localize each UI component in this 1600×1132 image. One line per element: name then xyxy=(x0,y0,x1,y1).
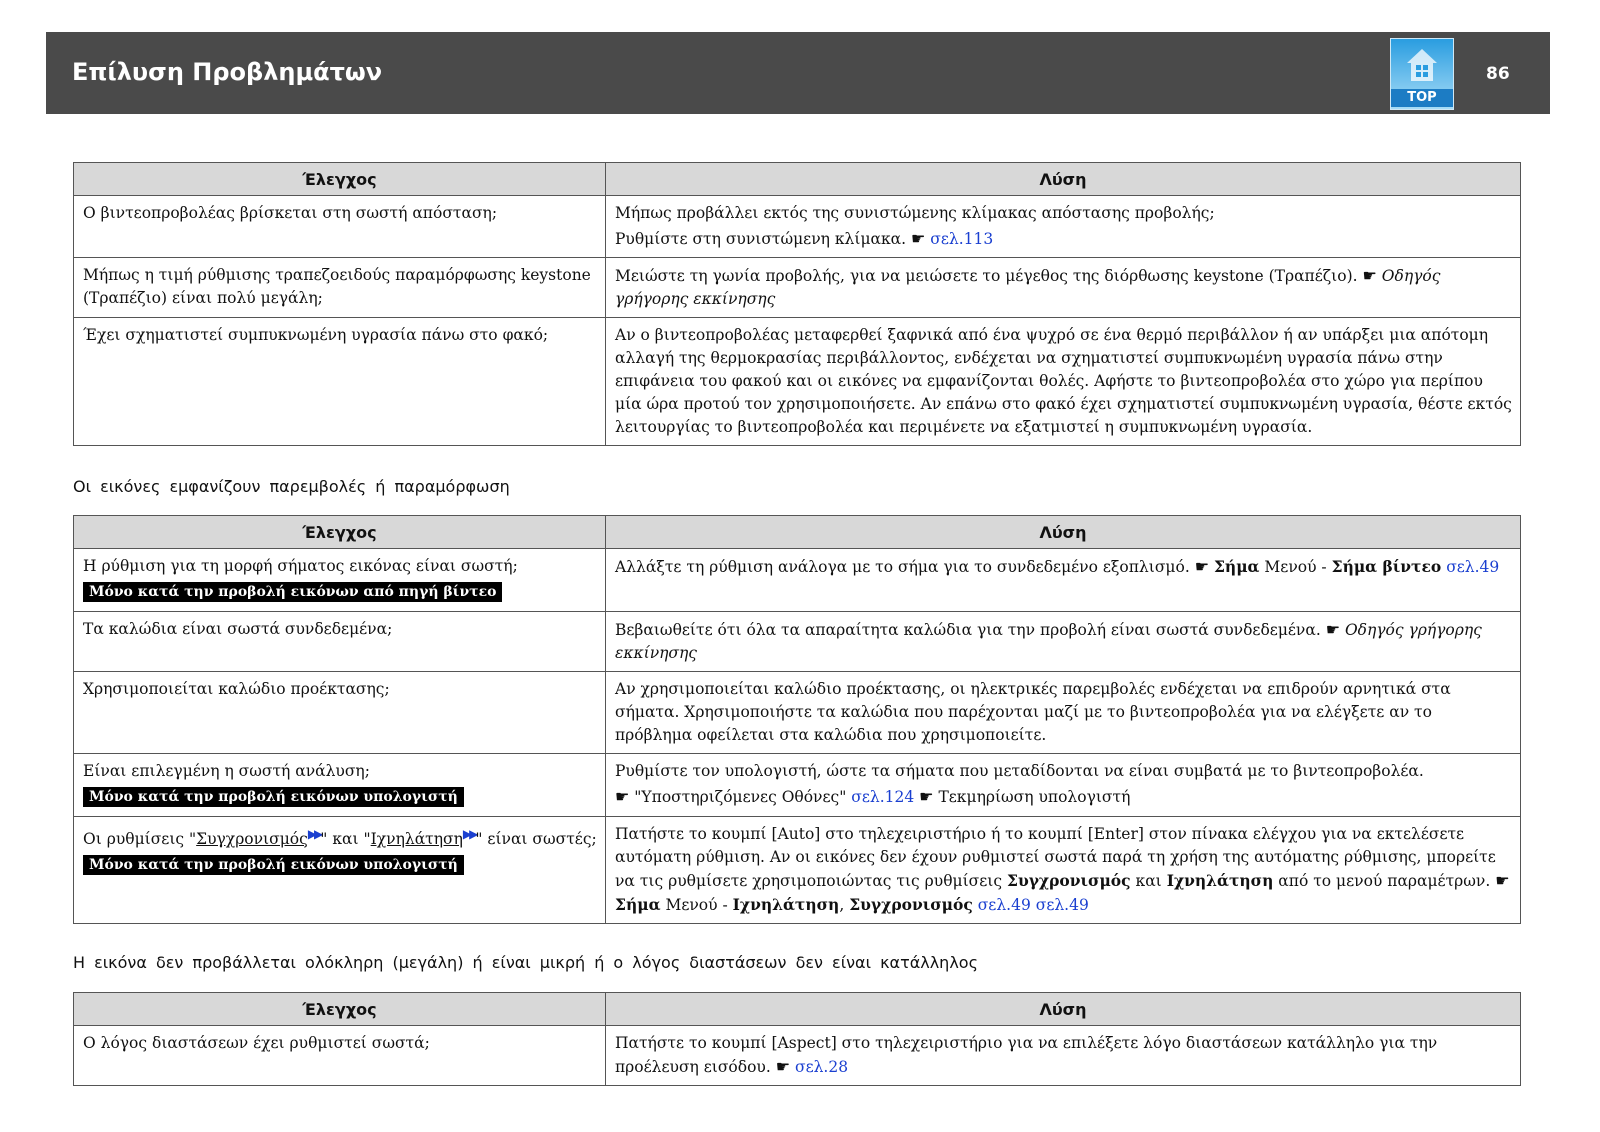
solution-cell xyxy=(606,549,1521,612)
solution-text: Ρυθμίστε στη συνιστώμενη κλίμακα. xyxy=(615,230,907,248)
menu-item-sync: Συγχρονισμός xyxy=(849,895,973,914)
condition-badge: Μόνο κατά την προβολή εικόνων υπολογιστή xyxy=(83,855,464,875)
check-text: Είναι επιλεγμένη η σωστή ανάλυση; xyxy=(83,762,370,780)
top-label: TOP xyxy=(1391,89,1453,107)
guide-reference: Οδηγός γρήγορης εκκίνησης xyxy=(615,621,1482,662)
column-header-solution: Λύση xyxy=(606,163,1521,196)
menu-item-video-signal: Σήμα βίντεο xyxy=(1331,557,1442,576)
check-cell xyxy=(74,549,606,612)
solution-text: Αλλάξτε τη ρύθμιση ανάλογα με το σήμα για το συνδεδεμένο εξοπλισμό. xyxy=(615,558,1190,576)
table-row xyxy=(74,817,1521,924)
table-row xyxy=(74,754,1521,817)
check-text-part: " είναι σωστές; xyxy=(475,830,597,849)
page-title: Επίλυση Προβλημάτων xyxy=(72,58,383,86)
page-number: 86 xyxy=(1486,64,1510,84)
solution-text: Πατήστε το κουμπί [Aspect] στο τηλεχειριστήριο για να επιλέξετε λόγο διαστάσεων κατάλληλο για την προέλευση εισόδου. xyxy=(615,1034,1438,1076)
pointing-hand-icon: ☛ xyxy=(911,229,926,248)
solution-text: Μειώστε τη γωνία προβολής, για να μειώσετε το μέγεθος της διόρθωσης keystone (Τραπέζιο). xyxy=(615,267,1358,285)
check-cell: Έχει σχηματιστεί συμπυκνωμένη υγρασία πάνω στο φακό; xyxy=(74,318,606,446)
solution-cell: Αν ο βιντεοπροβολέας μεταφερθεί ξαφνικά από ένα ψυχρό σε ένα θερμό περιβάλλον ή αν υπάρξει μια απότομη αλλαγή της θερμοκρασίας περιβάλλοντος, ενδέχεται να σχηματιστεί συμπυκνωμένη υγρασία πάνω στην επιφάνεια του φακού και οι εικόνες να εμφανίζονται θολές. Αφήστε το βιντεοπροβολέα στο χώρο για περίπου μία ώρα προτού τον χρησιμοποιήσετε. Αν επάνω στο φακό έχει σχηματιστεί συμπυκνωμένη υγρασία, θέστε εκτός λειτουργίας το βιντεοπροβολέα και περιμένετε να εξατμιστεί η συμπυκνωμένη υγρασία. xyxy=(606,318,1521,446)
table-row xyxy=(74,318,1521,446)
guide-reference: Οδηγός γρήγορης εκκίνησης xyxy=(615,267,1441,308)
solution-text: από το μενού παραμέτρων. xyxy=(1278,872,1491,890)
menu-item-sync: Συγχρονισμός xyxy=(1006,871,1131,890)
solution-cell xyxy=(606,754,1521,817)
table-header-row xyxy=(74,516,1521,549)
menu-text: Μενού - xyxy=(665,896,728,914)
section-title: Οι εικόνες εμφανίζουν παρεμβολές ή παραμόρφωση xyxy=(73,477,510,496)
solution-cell xyxy=(606,612,1521,672)
pointing-hand-icon: ☛ xyxy=(1362,266,1377,285)
menu-item-signal: Σήμα xyxy=(1213,557,1260,576)
solution-cell xyxy=(606,817,1521,924)
solution-text: Βεβαιωθείτε ότι όλα τα απαραίτητα καλώδια για την προβολή είναι σωστά συνδεδεμένα. xyxy=(615,621,1321,639)
solution-cell xyxy=(606,258,1521,318)
solution-text: Πατήστε το κουμπί [Auto] στο τηλεχειριστήριο ή το κουμπί [Enter] στον πίνακα ελέγχου για να εκτελέσετε αυτόματη ρύθμιση. Αν οι εικόνες δεν έχουν ρυθμιστεί σωστά παρά τη χρήση της αυτόματης ρύθμισης, μπορείτε να τις ρυθμίσετε χρησιμοποιώντας τις ρυθμίσεις xyxy=(615,825,1496,890)
double-arrow-icon: ▶▶ xyxy=(462,827,476,841)
check-text-part: " και " xyxy=(320,830,371,849)
column-header-check: Έλεγχος xyxy=(74,993,606,1026)
top-nav-button[interactable] xyxy=(1390,38,1454,110)
pointing-hand-icon: ☛ xyxy=(1194,557,1210,576)
table-row xyxy=(74,258,1521,318)
pointing-hand-icon: ☛ xyxy=(1325,620,1341,639)
table-row xyxy=(74,1026,1521,1086)
check-cell: Χρησιμοποιείται καλώδιο προέκτασης; xyxy=(74,672,606,754)
column-header-solution: Λύση xyxy=(606,993,1521,1026)
double-arrow-icon: ▶▶ xyxy=(307,827,321,841)
solution-text: και xyxy=(1135,872,1162,890)
check-text-part: Οι ρυθμίσεις " xyxy=(83,830,197,849)
solution-cell: Αν χρησιμοποιείται καλώδιο προέκτασης, οι ηλεκτρικές παρεμβολές ενδέχεται να επιδρούν αρνητικά στα σήματα. Χρησιμοποιήστε τα καλώδια που παρέχονται μαζί με το βιντεοπροβολέα για να ελέγξετε αν το πρόβλημα οφείλεται στα καλώδια που χρησιμοποιείτε. xyxy=(606,672,1521,754)
check-text xyxy=(83,823,597,851)
check-text: Η ρύθμιση για τη μορφή σήματος εικόνας είναι σωστή; xyxy=(83,557,518,575)
table-row xyxy=(74,672,1521,754)
check-table-1 xyxy=(73,162,1521,446)
table-row xyxy=(74,612,1521,672)
page-header xyxy=(46,32,1550,114)
solution-text-line xyxy=(615,785,1512,809)
home-icon xyxy=(1405,47,1439,85)
column-header-check: Έλεγχος xyxy=(74,163,606,196)
pointing-hand-icon: ☛ xyxy=(615,787,630,806)
page-link[interactable]: σελ.124 xyxy=(851,788,915,806)
solution-cell xyxy=(606,196,1521,258)
check-cell: Μήπως η τιμή ρύθμισης τραπεζοειδούς παραμόρφωσης keystone (Τραπέζιο) είναι πολύ μεγάλη; xyxy=(74,258,606,318)
column-header-check: Έλεγχος xyxy=(74,516,606,549)
check-cell xyxy=(74,817,606,924)
condition-badge: Μόνο κατά την προβολή εικόνων από πηγή βίντεο xyxy=(83,582,502,602)
page-link[interactable]: σελ.49 xyxy=(977,896,1031,914)
tracking-link[interactable]: Ιχνηλάτηση xyxy=(370,830,463,849)
page-link[interactable]: σελ.113 xyxy=(930,230,994,248)
section-title: Η εικόνα δεν προβάλλεται ολόκληρη (μεγάλη) ή είναι μικρή ή ο λόγος διαστάσεων δεν είναι κατάλληλος xyxy=(73,953,978,972)
solution-text-line xyxy=(615,227,1512,251)
table-row xyxy=(74,549,1521,612)
check-table-2 xyxy=(73,515,1521,924)
computer-documentation-reference: Τεκμηρίωση υπολογιστή xyxy=(938,788,1131,806)
check-cell: Ο βιντεοπροβολέας βρίσκεται στη σωστή απόσταση; xyxy=(74,196,606,258)
page-link[interactable]: σελ.49 xyxy=(1446,558,1500,576)
check-cell: Ο λόγος διαστάσεων έχει ρυθμιστεί σωστά; xyxy=(74,1026,606,1086)
table-row xyxy=(74,196,1521,258)
check-cell: Τα καλώδια είναι σωστά συνδεδεμένα; xyxy=(74,612,606,672)
solution-text: Ρυθμίστε τον υπολογιστή, ώστε τα σήματα που μεταδίδονται να είναι συμβατά με το βιντεοπροβολέα. xyxy=(615,762,1424,780)
check-cell xyxy=(74,754,606,817)
check-table-3 xyxy=(73,992,1521,1086)
pointing-hand-icon: ☛ xyxy=(775,1057,791,1076)
supported-monitors-reference: "Υποστηριζόμενες Οθόνες" xyxy=(634,788,847,806)
pointing-hand-icon: ☛ xyxy=(919,787,934,806)
page-link[interactable]: σελ.28 xyxy=(794,1058,849,1076)
menu-item-tracking: Ιχνηλάτηση xyxy=(1166,871,1274,890)
menu-item-signal: Σήμα xyxy=(615,895,661,914)
menu-item-tracking: Ιχνηλάτηση xyxy=(732,895,840,914)
solution-text: Μήπως προβάλλει εκτός της συνιστώμενης κλίμακας απόστασης προβολής; xyxy=(615,204,1215,222)
sync-link[interactable]: Συγχρονισμός xyxy=(196,830,308,849)
menu-text: Μενού - xyxy=(1264,558,1327,576)
table-header-row xyxy=(74,993,1521,1026)
solution-cell xyxy=(606,1026,1521,1086)
pointing-hand-icon: ☛ xyxy=(1495,871,1510,890)
condition-badge: Μόνο κατά την προβολή εικόνων υπολογιστή xyxy=(83,787,464,807)
column-header-solution: Λύση xyxy=(606,516,1521,549)
table-header-row xyxy=(74,163,1521,196)
comma: , xyxy=(839,896,845,914)
page-link[interactable]: σελ.49 xyxy=(1035,896,1089,914)
